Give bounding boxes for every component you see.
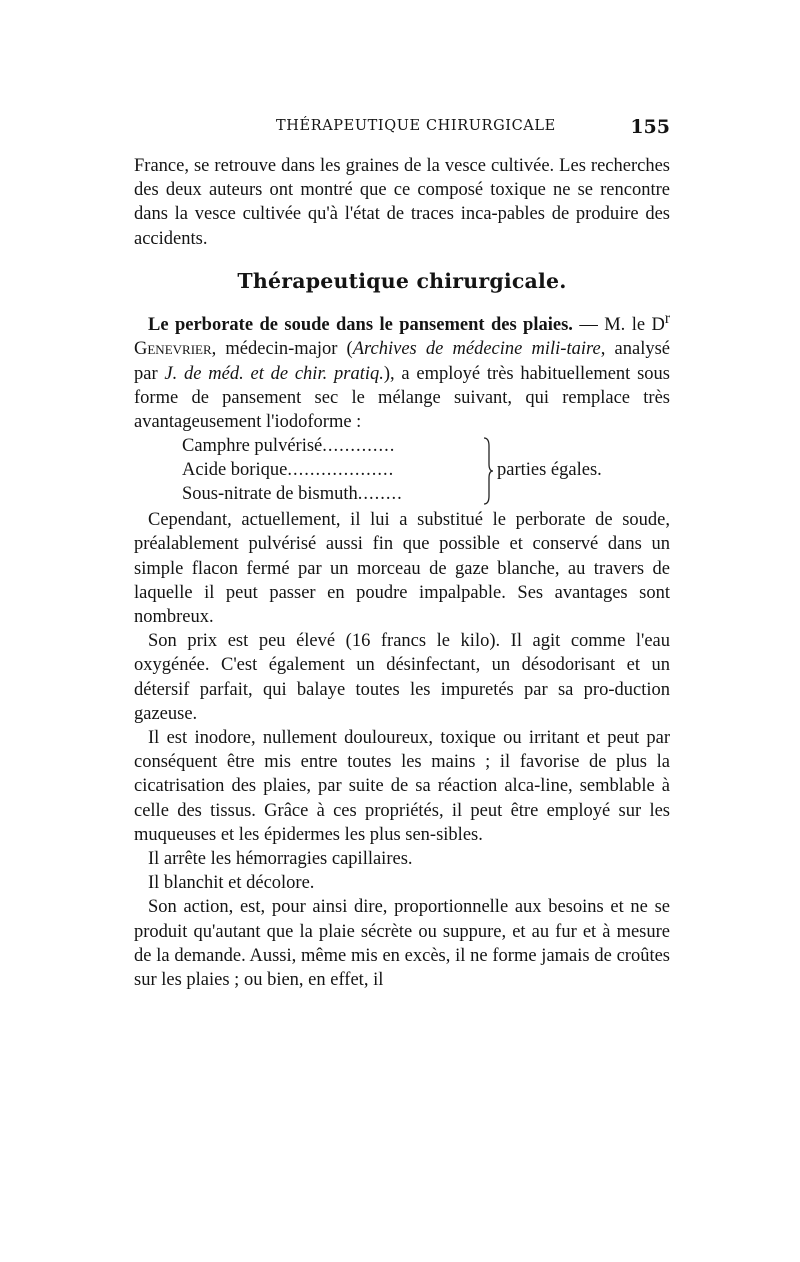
source-journal-2: J. de méd. et de chir. pratiq. bbox=[164, 363, 384, 384]
intro-paragraph: France, se retrouve dans les graines de la vesce cultivée. Les recherches des deux auteurs ont montré que ce composé toxique ne se rencontre dans la vesce cultivée qu'à l'état de traces inca-pables de produire des accidents. bbox=[134, 156, 670, 249]
recipe-item-name: Sous-nitrate de bismuth bbox=[182, 484, 358, 505]
recipe-quantity: parties égales. bbox=[497, 460, 602, 481]
title-dash: — bbox=[572, 315, 605, 336]
article-opening-rest: ), a employé très habituellement sous forme de pansement sec le mélange suivant, qui remplace très avantageusement l'iodoforme : bbox=[134, 363, 670, 432]
paragraph: Il est inodore, nullement douloureux, toxique ou irritant et peut par conséquent être mis entre toutes les mains ; il favorise de plus la cicatrisation des plaies, par suite de sa réaction alca-line, semblable à celle des tissus. Grâce à ces propriétés, il peut être employé sur les muqueuses et les épidermes les plus sen-sibles. bbox=[134, 728, 670, 845]
recipe-item-leader: ............. bbox=[322, 436, 396, 457]
author-prefix: M. le D bbox=[604, 315, 665, 336]
page-body bbox=[134, 154, 670, 992]
recipe-item bbox=[182, 434, 395, 458]
source-mid: , analysé par bbox=[134, 339, 670, 384]
brace-icon bbox=[482, 434, 494, 508]
recipe-item-name: Acide borique bbox=[182, 460, 288, 481]
recipe-item-leader: ................... bbox=[287, 460, 395, 481]
page-number: 155 bbox=[630, 116, 670, 138]
author-title-superscript: r bbox=[664, 310, 670, 328]
recipe-item bbox=[182, 482, 403, 506]
recipe-item bbox=[182, 458, 394, 482]
author-name: Genevrier bbox=[134, 339, 212, 360]
page-header bbox=[134, 118, 670, 140]
paragraph: Cependant, actuellement, il lui a substitué le perborate de soude, préalablement pulvérisé aussi fin que possible et conservé dans un simple flacon fermé par un morceau de gaze blanche, au travers de laquelle il peut passer en poudre impalpable. Ses avantages sont nombreux. bbox=[134, 510, 670, 627]
article-run-in-title: Le perborate de soude dans le pansement des plaies. bbox=[148, 315, 573, 336]
recipe-item-name: Camphre pulvérisé bbox=[182, 436, 323, 457]
recipe-item-leader: ........ bbox=[357, 484, 403, 505]
running-head: THÉRAPEUTIQUE CHIRURGICALE bbox=[276, 118, 556, 134]
section-title: Thérapeutique chirurgicale. bbox=[237, 268, 567, 293]
paragraph: Son action, est, pour ainsi dire, proportionnelle aux besoins et ne se produit qu'autant que la plaie sécrète ou suppure, et au fur et à mesure de la demande. Aussi, même mis en excès, il ne forme jamais de croûtes sur les plaies ; ou bien, en effet, il bbox=[134, 897, 670, 991]
article-opening-paragraph bbox=[134, 307, 670, 434]
paragraph: Il blanchit et décolore. bbox=[148, 873, 315, 894]
author-after: , médecin-major ( bbox=[211, 339, 353, 360]
recipe-block bbox=[134, 434, 670, 508]
paragraph: Son prix est peu élevé (16 francs le kilo). Il agit comme l'eau oxygénée. C'est également un désinfectant, un désodorisant et un détersif parfait, qui balaye toutes les impuretés par sa pro-duction gazeuse. bbox=[134, 631, 670, 724]
source-journal-1: Archives de médecine mili-taire bbox=[352, 339, 601, 360]
paragraph: Il arrête les hémorragies capillaires. bbox=[148, 849, 413, 870]
